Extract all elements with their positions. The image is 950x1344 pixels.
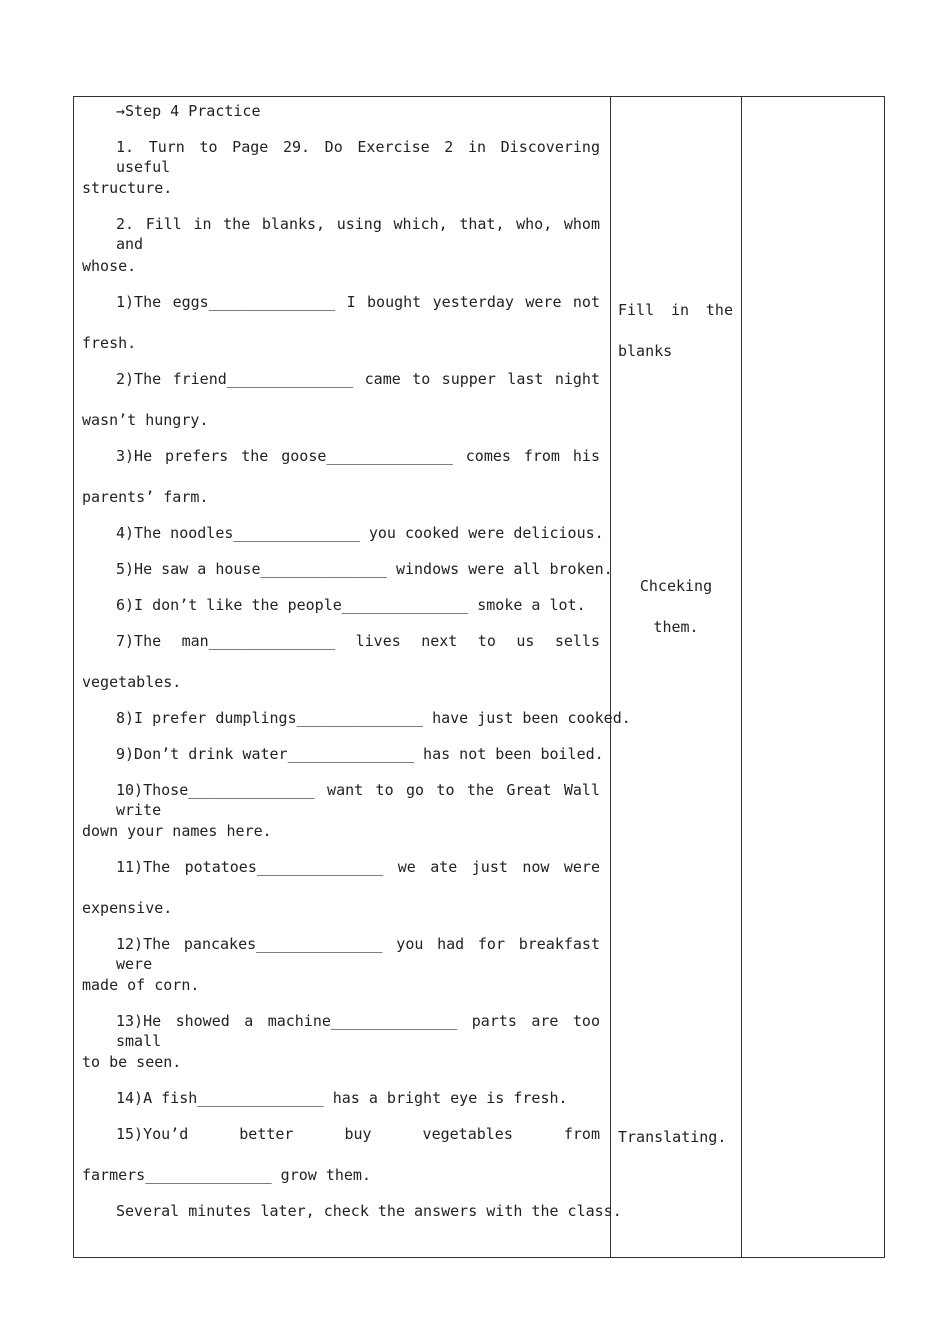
exercise-item-5: 5)He saw a house______________ windows were all broken. bbox=[116, 560, 613, 578]
step-title: →Step 4 Practice bbox=[116, 102, 261, 120]
exercise-item-8: 8)I prefer dumplings______________ have just been cooked. bbox=[116, 709, 631, 727]
exercise-item-12-cont: made of corn. bbox=[82, 976, 200, 994]
exercise-item-2-cont: wasn’t hungry. bbox=[82, 411, 209, 429]
activity-translate: Translating. bbox=[618, 1128, 727, 1146]
instruction-1-line1: 1. Turn to Page 29. Do Exercise 2 in Discovering useful bbox=[116, 138, 600, 176]
exercise-item-7-cont: vegetables. bbox=[82, 673, 182, 691]
exercise-item-13: 13)He showed a machine______________ parts are too small bbox=[116, 1012, 600, 1050]
exercise-item-3: 3)He prefers the goose______________ comes from his bbox=[116, 447, 600, 465]
exercise-item-12: 12)The pancakes______________ you had for breakfast were bbox=[116, 935, 600, 973]
lesson-table bbox=[73, 96, 885, 1258]
column-divider-1 bbox=[610, 97, 611, 1257]
exercise-item-2: 2)The friend______________ came to supper last night bbox=[116, 370, 600, 388]
exercise-item-1-cont: fresh. bbox=[82, 334, 137, 352]
exercise-item-1: 1)The eggs______________ I bought yesterday were not bbox=[116, 293, 600, 311]
exercise-item-11-cont: expensive. bbox=[82, 899, 173, 917]
activity-fill-line1: Fill in the bbox=[618, 301, 733, 319]
exercise-item-10-cont: down your names here. bbox=[82, 822, 272, 840]
exercise-item-10: 10)Those______________ want to go to the Great Wall write bbox=[116, 781, 600, 819]
closing-instruction: Several minutes later, check the answers with the class. bbox=[116, 1202, 622, 1220]
column-divider-2 bbox=[741, 97, 742, 1257]
exercise-item-14: 14)A fish______________ has a bright eye is fresh. bbox=[116, 1089, 568, 1107]
exercise-item-11: 11)The potatoes______________ we ate just now were bbox=[116, 858, 600, 876]
exercise-item-3-cont: parents’ farm. bbox=[82, 488, 209, 506]
exercise-item-7: 7)The man______________ lives next to us sells bbox=[116, 632, 600, 650]
exercise-item-9: 9)Don’t drink water______________ has not been boiled. bbox=[116, 745, 604, 763]
activity-check-line2: them. bbox=[653, 618, 699, 636]
exercise-item-4: 4)The noodles______________ you cooked were delicious. bbox=[116, 524, 604, 542]
instruction-1-line2: structure. bbox=[82, 179, 173, 197]
activity-fill-line2: blanks bbox=[618, 342, 673, 360]
exercise-item-13-cont: to be seen. bbox=[82, 1053, 182, 1071]
activity-check-line1: Chceking bbox=[639, 577, 713, 595]
exercise-item-15-cont: farmers______________ grow them. bbox=[82, 1166, 371, 1184]
instruction-2-line1: 2. Fill in the blanks, using which, that, who, whom and bbox=[116, 215, 600, 253]
instruction-2-line2: whose. bbox=[82, 257, 137, 275]
exercise-item-15: 15)You’d better buy vegetables from bbox=[116, 1125, 600, 1143]
exercise-item-6: 6)I don’t like the people______________ smoke a lot. bbox=[116, 596, 586, 614]
